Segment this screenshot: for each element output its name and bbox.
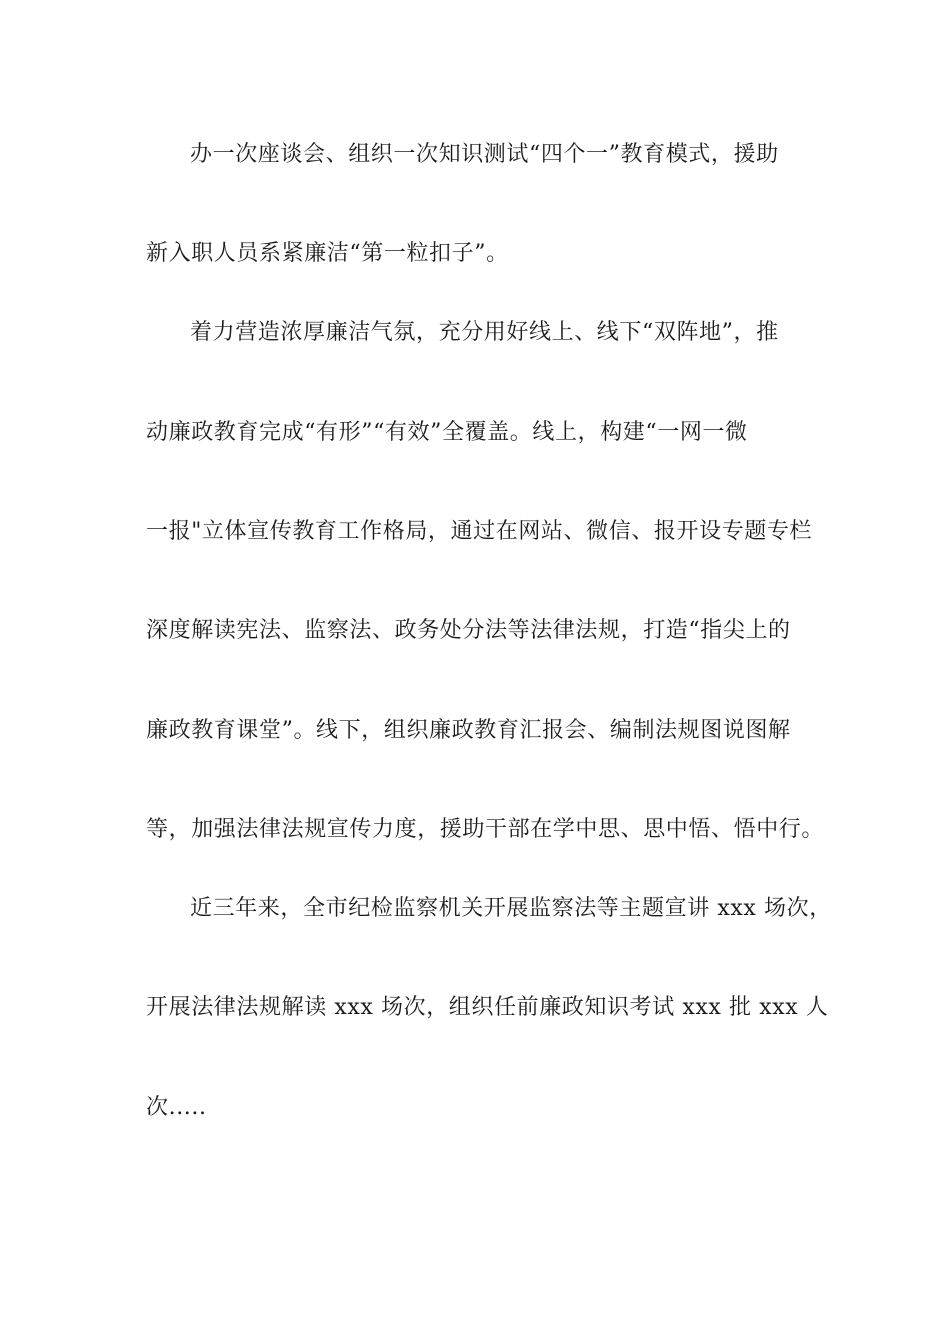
text-line-8: 等，加强法律法规宣传力度，援助干部在学中思、思中悟、悟中行。 bbox=[146, 817, 825, 842]
text-line-2: 新入职人员系紧廉洁“第一粒扣子”。 bbox=[146, 241, 509, 266]
text-line-10: 开展法律法规解读 xxx 场次，组织任前廉政知识考试 xxx 批 xxx 人 bbox=[146, 995, 829, 1020]
text-line-1: 办一次座谈会、组织一次知识测试“四个一”教育模式，援助 bbox=[190, 142, 779, 167]
text-line-7: 廉政教育课堂”。线下，组织廉政教育汇报会、编制法规图说图解 bbox=[146, 718, 791, 743]
text-line-5: 一报"立体宣传教育工作格局，通过在网站、微信、报开设专题专栏 bbox=[146, 519, 813, 544]
text-line-3: 着力营造浓厚廉洁气氛，充分用好线上、线下“双阵地”，推 bbox=[190, 320, 779, 345]
text-line-4: 动廉政教育完成“有形”“有效”全覆盖。线上，构建“一网一微 bbox=[146, 420, 748, 445]
text-line-11: 次..... bbox=[146, 1095, 207, 1120]
text-line-6: 深度解读宪法、监察法、政务处分法等法律法规，打造“指尖上的 bbox=[146, 618, 791, 643]
text-line-9: 近三年来，全市纪检监察机关开展监察法等主题宣讲 xxx 场次， bbox=[190, 896, 832, 921]
